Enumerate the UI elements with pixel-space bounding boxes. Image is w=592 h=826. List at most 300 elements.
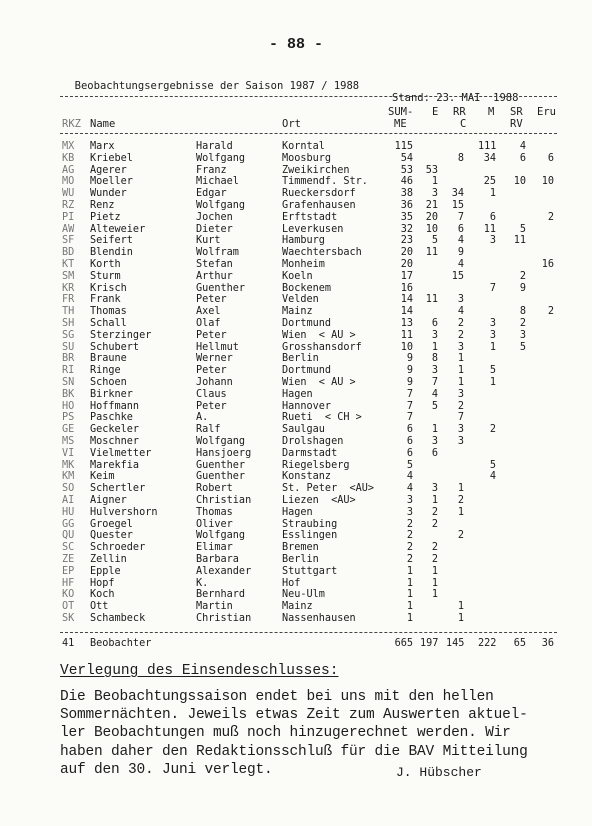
cell-ort: Rueti < CH > [282,412,362,424]
cell-vorname: Bernhard [196,589,246,601]
cell-vorname: Peter [196,400,227,412]
cell-vorname: Robert [196,483,233,495]
cell-ort: Korntal [282,141,325,152]
cell-vorname: Barbara [196,554,239,565]
cell-e: 8 [431,353,438,365]
cell-name: Moschner [90,436,140,447]
header-sum-top: SUM- [388,106,414,118]
table-row [0,342,592,354]
cell-rkz: KO [62,589,75,601]
cell-rr: 2 [457,318,464,329]
table-row [0,530,592,542]
cell-ort: Monheim [282,259,325,270]
table-row [0,507,592,519]
cell-ort: Hannover [282,400,332,412]
cell-rr: 2 [457,400,464,412]
cell-ort: Konstanz [282,471,332,483]
header-eru: Eru [537,106,556,118]
cell-name: Braune [90,353,127,365]
cell-sr: 2 [519,318,526,329]
cell-name: Pietz [90,211,121,223]
cell-name: Seifert [90,235,133,247]
cell-eru: 10 [541,176,554,188]
cell-sum: 16 [400,282,413,294]
cell-vorname: Claus [196,388,227,400]
cell-rkz: TH [62,306,75,318]
cell-m: 111 [478,141,497,152]
total-sum: 665 [394,638,413,649]
table-row [0,436,592,448]
cell-ort: Mainz [282,306,313,318]
cell-rr: 4 [457,235,464,247]
cell-m: 3 [489,235,496,247]
cell-ort: Hagen [282,388,313,400]
cell-e: 4 [431,388,438,400]
cell-vorname: Michael [196,176,239,188]
cell-m: 34 [483,152,496,164]
cell-sum: 32 [400,223,413,235]
cell-sum: 46 [400,176,413,188]
cell-sum: 23 [400,235,413,247]
cell-rkz: MO [62,176,75,188]
cell-name: Sterzinger [90,329,152,341]
cell-name: Schubert [90,341,140,353]
cell-name: Agerer [90,164,127,176]
cell-name: Marx [90,141,115,152]
cell-name: Schambeck [90,613,146,624]
table-row [0,259,592,271]
cell-ort: Drolshagen [282,436,344,447]
cell-sum: 3 [406,506,413,518]
cell-ort: Zweikirchen [282,164,350,176]
cell-ort: Stuttgart [282,565,338,577]
cell-vorname: Ralf [196,424,221,436]
cell-e: 1 [431,176,438,188]
cell-vorname: Alexander [196,565,252,577]
cell-sum: 20 [400,259,413,270]
table-row [0,353,592,365]
cell-e: 5 [431,235,438,247]
notice-heading: Verlegung des Einsendeschlusses: [60,663,339,679]
table-row [0,424,592,436]
total-e: 197 [420,638,439,649]
cell-sr: 3 [519,329,526,341]
cell-ort: Berlin [282,353,319,365]
total-m: 222 [478,638,497,649]
cell-rkz: BD [62,247,75,259]
table-row [0,235,592,247]
cell-name: Koch [90,589,115,601]
cell-rkz: QU [62,530,75,542]
cell-ort: Grafenhausen [282,200,356,211]
cell-rkz: AI [62,495,75,506]
header-rr-top: RR [453,106,466,118]
table-row [0,271,592,283]
cell-e: 1 [431,565,438,577]
cell-vorname: Oliver [196,518,233,530]
cell-e: 2 [431,506,438,518]
table-row [0,448,592,460]
cell-ort: Bockenem [282,282,332,294]
cell-rkz: KB [62,152,75,164]
cell-vorname: Peter [196,294,227,306]
table-row [0,601,592,613]
divider-bottom [60,632,557,633]
cell-sum: 1 [406,601,413,613]
cell-e: 3 [431,188,438,200]
cell-rr: 2 [457,495,464,506]
total-rr: 145 [446,638,465,649]
cell-rr: 8 [457,152,464,164]
page-number: - 88 - [268,36,323,53]
cell-rkz: MX [62,141,75,152]
cell-rkz: SG [62,329,75,341]
table-row [0,153,592,165]
cell-ort: Wien < AU > [282,377,356,388]
cell-rr: 2 [457,530,464,542]
cell-rr: 1 [457,506,464,518]
cell-sum: 1 [406,613,413,624]
cell-sr: 11 [513,235,526,247]
cell-e: 6 [431,318,438,329]
cell-vorname: A. [196,412,209,424]
cell-rkz: MK [62,459,75,471]
cell-sr: 5 [519,341,526,353]
cell-name: Moeller [90,176,133,188]
total-eru: 36 [541,638,554,649]
cell-ort: Wien < AU > [282,329,356,341]
cell-e: 1 [431,495,438,506]
cell-m: 4 [489,471,496,483]
cell-rkz: GG [62,518,75,530]
cell-rr: 6 [457,223,464,235]
cell-ort: Riegelsberg [282,459,350,471]
cell-sum: 1 [406,589,413,601]
cell-name: Paschke [90,412,133,424]
cell-vorname: Axel [196,306,221,318]
cell-sum: 9 [406,377,413,388]
cell-vorname: Guenther [196,282,246,294]
cell-name: Sturm [90,270,121,282]
cell-rkz: MS [62,436,75,447]
total-label: Beobachter [90,638,152,649]
cell-vorname: Peter [196,365,227,377]
cell-vorname: Elimar [196,542,233,554]
cell-ort: Darmstadt [282,447,338,459]
cell-m: 1 [489,341,496,353]
cell-rr: 3 [457,436,464,447]
notice-body: Die Beobachtungssaison endet bei uns mit den hellen Sommernächten. Jeweils etwas Zeit zum Auswerten aktuel- ler Beobachtungen muß noch hinzugerechnet werden. Wir haben daher den Redaktionsschluß für die BAV Mitteilung auf den 30. Juni verlegt. [60,689,528,778]
cell-sum: 14 [400,306,413,318]
cell-name: Kriebel [90,152,133,164]
cell-rkz: HF [62,577,75,589]
total-row [0,638,592,650]
cell-vorname: Jochen [196,211,233,223]
table-row [0,330,592,342]
signature: J. Hübscher [396,765,482,780]
cell-e: 11 [425,294,438,306]
cell-sum: 7 [406,388,413,400]
cell-sum: 2 [406,554,413,565]
cell-sum: 7 [406,412,413,424]
cell-name: Alteweier [90,223,146,235]
cell-name: Hulvershorn [90,506,158,518]
cell-sum: 11 [400,329,413,341]
cell-m: 6 [489,211,496,223]
cell-name: Ott [90,601,109,613]
cell-rr: 2 [457,329,464,341]
cell-name: Wunder [90,188,127,200]
cell-rr: 9 [457,247,464,259]
table-row [0,294,592,306]
cell-m: 3 [489,318,496,329]
cell-sum: 4 [406,483,413,495]
table-row [0,188,592,200]
cell-e: 21 [425,200,438,211]
table-row [0,554,592,566]
cell-sum: 17 [400,270,413,282]
cell-m: 11 [483,223,496,235]
table-row [0,401,592,413]
cell-ort: Leverkusen [282,223,344,235]
cell-sr: 8 [519,306,526,318]
cell-vorname: Harald [196,141,233,152]
cell-rkz: BR [62,353,75,365]
cell-eru: 2 [547,306,554,318]
cell-ort: Bremen [282,542,319,554]
cell-ort: Dortmund [282,318,332,329]
table-row [0,589,592,601]
cell-name: Ringe [90,365,121,377]
cell-vorname: Wolfgang [196,530,246,542]
header-sr-bot: RV [510,118,523,130]
cell-sr: 4 [519,141,526,152]
table-row [0,389,592,401]
cell-name: Epple [90,565,121,577]
cell-e: 2 [431,554,438,565]
header-sum-bot: ME [394,118,407,130]
cell-sum: 2 [406,542,413,554]
cell-rkz: FR [62,294,75,306]
cell-rkz: SN [62,377,75,388]
header-ort: Ort [282,118,301,130]
cell-sum: 2 [406,518,413,530]
table-row [0,224,592,236]
table-row [0,542,592,554]
cell-rr: 1 [457,353,464,365]
cell-rkz: BK [62,388,75,400]
cell-sr: 10 [513,176,526,188]
cell-m: 5 [489,459,496,471]
cell-ort: Hagen [282,506,313,518]
cell-rr: 1 [457,613,464,624]
stand-date: Stand: 23. MAI 1988 [392,92,519,104]
cell-vorname: Guenther [196,471,246,483]
cell-ort: Erftstadt [282,211,338,223]
cell-rr: 15 [451,270,464,282]
cell-rkz: SH [62,318,75,329]
total-sr: 65 [513,638,526,649]
cell-name: Geckeler [90,424,140,436]
cell-ort: Mainz [282,601,313,613]
cell-sr: 5 [519,223,526,235]
cell-sum: 13 [400,318,413,329]
cell-ort: Nassenhausen [282,613,356,624]
cell-eru: 6 [547,152,554,164]
cell-e: 1 [431,341,438,353]
cell-name: Schall [90,318,127,329]
cell-e: 11 [425,247,438,259]
cell-rkz: RI [62,365,75,377]
cell-name: Birkner [90,388,133,400]
cell-m: 7 [489,282,496,294]
cell-rkz: SC [62,542,75,554]
table-row [0,247,592,259]
cell-m: 2 [489,424,496,436]
cell-vorname: Werner [196,353,233,365]
cell-e: 5 [431,400,438,412]
cell-vorname: Martin [196,601,233,613]
cell-name: Krisch [90,282,127,294]
cell-e: 1 [431,577,438,589]
cell-vorname: Johann [196,377,233,388]
cell-rr: 1 [457,365,464,377]
table-row [0,365,592,377]
cell-rr: 4 [457,259,464,270]
total-count: 41 [62,638,75,649]
cell-e: 53 [425,164,438,176]
cell-rkz: OT [62,601,75,613]
cell-sr: 2 [519,270,526,282]
cell-rr: 3 [457,424,464,436]
cell-sum: 5 [406,459,413,471]
table-row [0,566,592,578]
cell-sum: 38 [400,188,413,200]
cell-rkz: PI [62,211,75,223]
cell-m: 5 [489,365,496,377]
header-m: M [488,106,495,118]
table-row [0,483,592,495]
cell-e: 3 [431,329,438,341]
header-rr-bot: C [460,118,467,130]
cell-e: 3 [431,436,438,447]
cell-rkz: HO [62,400,75,412]
cell-m: 1 [489,188,496,200]
cell-e: 1 [431,424,438,436]
table-row [0,519,592,531]
cell-name: Schoen [90,377,127,388]
cell-ort: Timmendf. Str. [282,176,368,188]
cell-rkz: RZ [62,200,75,211]
cell-name: Zellin [90,554,127,565]
table-row [0,212,592,224]
cell-e: 2 [431,518,438,530]
cell-sum: 6 [406,436,413,447]
cell-e: 1 [431,589,438,601]
cell-rkz: KR [62,282,75,294]
cell-vorname: K. [196,577,209,589]
cell-vorname: Franz [196,164,227,176]
cell-e: 6 [431,447,438,459]
cell-sum: 2 [406,530,413,542]
cell-rr: 1 [457,377,464,388]
cell-sum: 115 [394,141,413,152]
table-row [0,471,592,483]
header-name: Name [90,118,116,130]
cell-sum: 1 [406,565,413,577]
cell-ort: Grosshansdorf [282,341,362,353]
cell-vorname: Olaf [196,318,221,329]
cell-name: Marekfia [90,459,140,471]
table-row [0,200,592,212]
cell-name: Schroeder [90,542,146,554]
table-row [0,318,592,330]
cell-vorname: Hellmut [196,341,239,353]
cell-rkz: SM [62,270,75,282]
cell-sum: 4 [406,471,413,483]
cell-vorname: Hansjoerg [196,447,252,459]
cell-rr: 3 [457,388,464,400]
table-row [0,613,592,625]
cell-vorname: Arthur [196,270,233,282]
cell-sum: 9 [406,365,413,377]
cell-rkz: ZE [62,554,75,565]
cell-ort: Esslingen [282,530,338,542]
table-row [0,495,592,507]
cell-eru: 16 [541,259,554,270]
cell-rr: 15 [451,200,464,211]
cell-name: Hoffmann [90,400,140,412]
cell-ort: Dortmund [282,365,332,377]
cell-rkz: PS [62,412,75,424]
cell-rkz: SF [62,235,75,247]
cell-name: Groegel [90,518,133,530]
cell-sum: 14 [400,294,413,306]
cell-name: Aigner [90,495,127,506]
cell-m: 3 [489,329,496,341]
cell-ort: St. Peter <AU> [282,483,375,495]
cell-rr: 3 [457,294,464,306]
cell-name: Keim [90,471,115,483]
header-sr-top: SR [510,106,523,118]
cell-sum: 35 [400,211,413,223]
cell-ort: Hamburg [282,235,325,247]
cell-rr: 1 [457,601,464,613]
cell-sum: 1 [406,577,413,589]
cell-ort: Straubing [282,518,338,530]
table-row [0,578,592,590]
cell-rkz: SO [62,483,75,495]
cell-e: 2 [431,542,438,554]
cell-ort: Koeln [282,270,313,282]
cell-name: Frank [90,294,121,306]
cell-vorname: Wolfgang [196,200,246,211]
cell-e: 7 [431,377,438,388]
cell-e: 10 [425,223,438,235]
cell-sum: 9 [406,353,413,365]
cell-sum: 20 [400,247,413,259]
cell-name: Vielmetter [90,447,152,459]
cell-ort: Waechtersbach [282,247,362,259]
cell-rkz: EP [62,565,75,577]
cell-m: 25 [483,176,496,188]
cell-rkz: AG [62,164,75,176]
cell-sr: 9 [519,282,526,294]
cell-vorname: Wolfram [196,247,239,259]
cell-rr: 7 [457,211,464,223]
cell-eru: 2 [547,211,554,223]
cell-rkz: KT [62,259,75,270]
